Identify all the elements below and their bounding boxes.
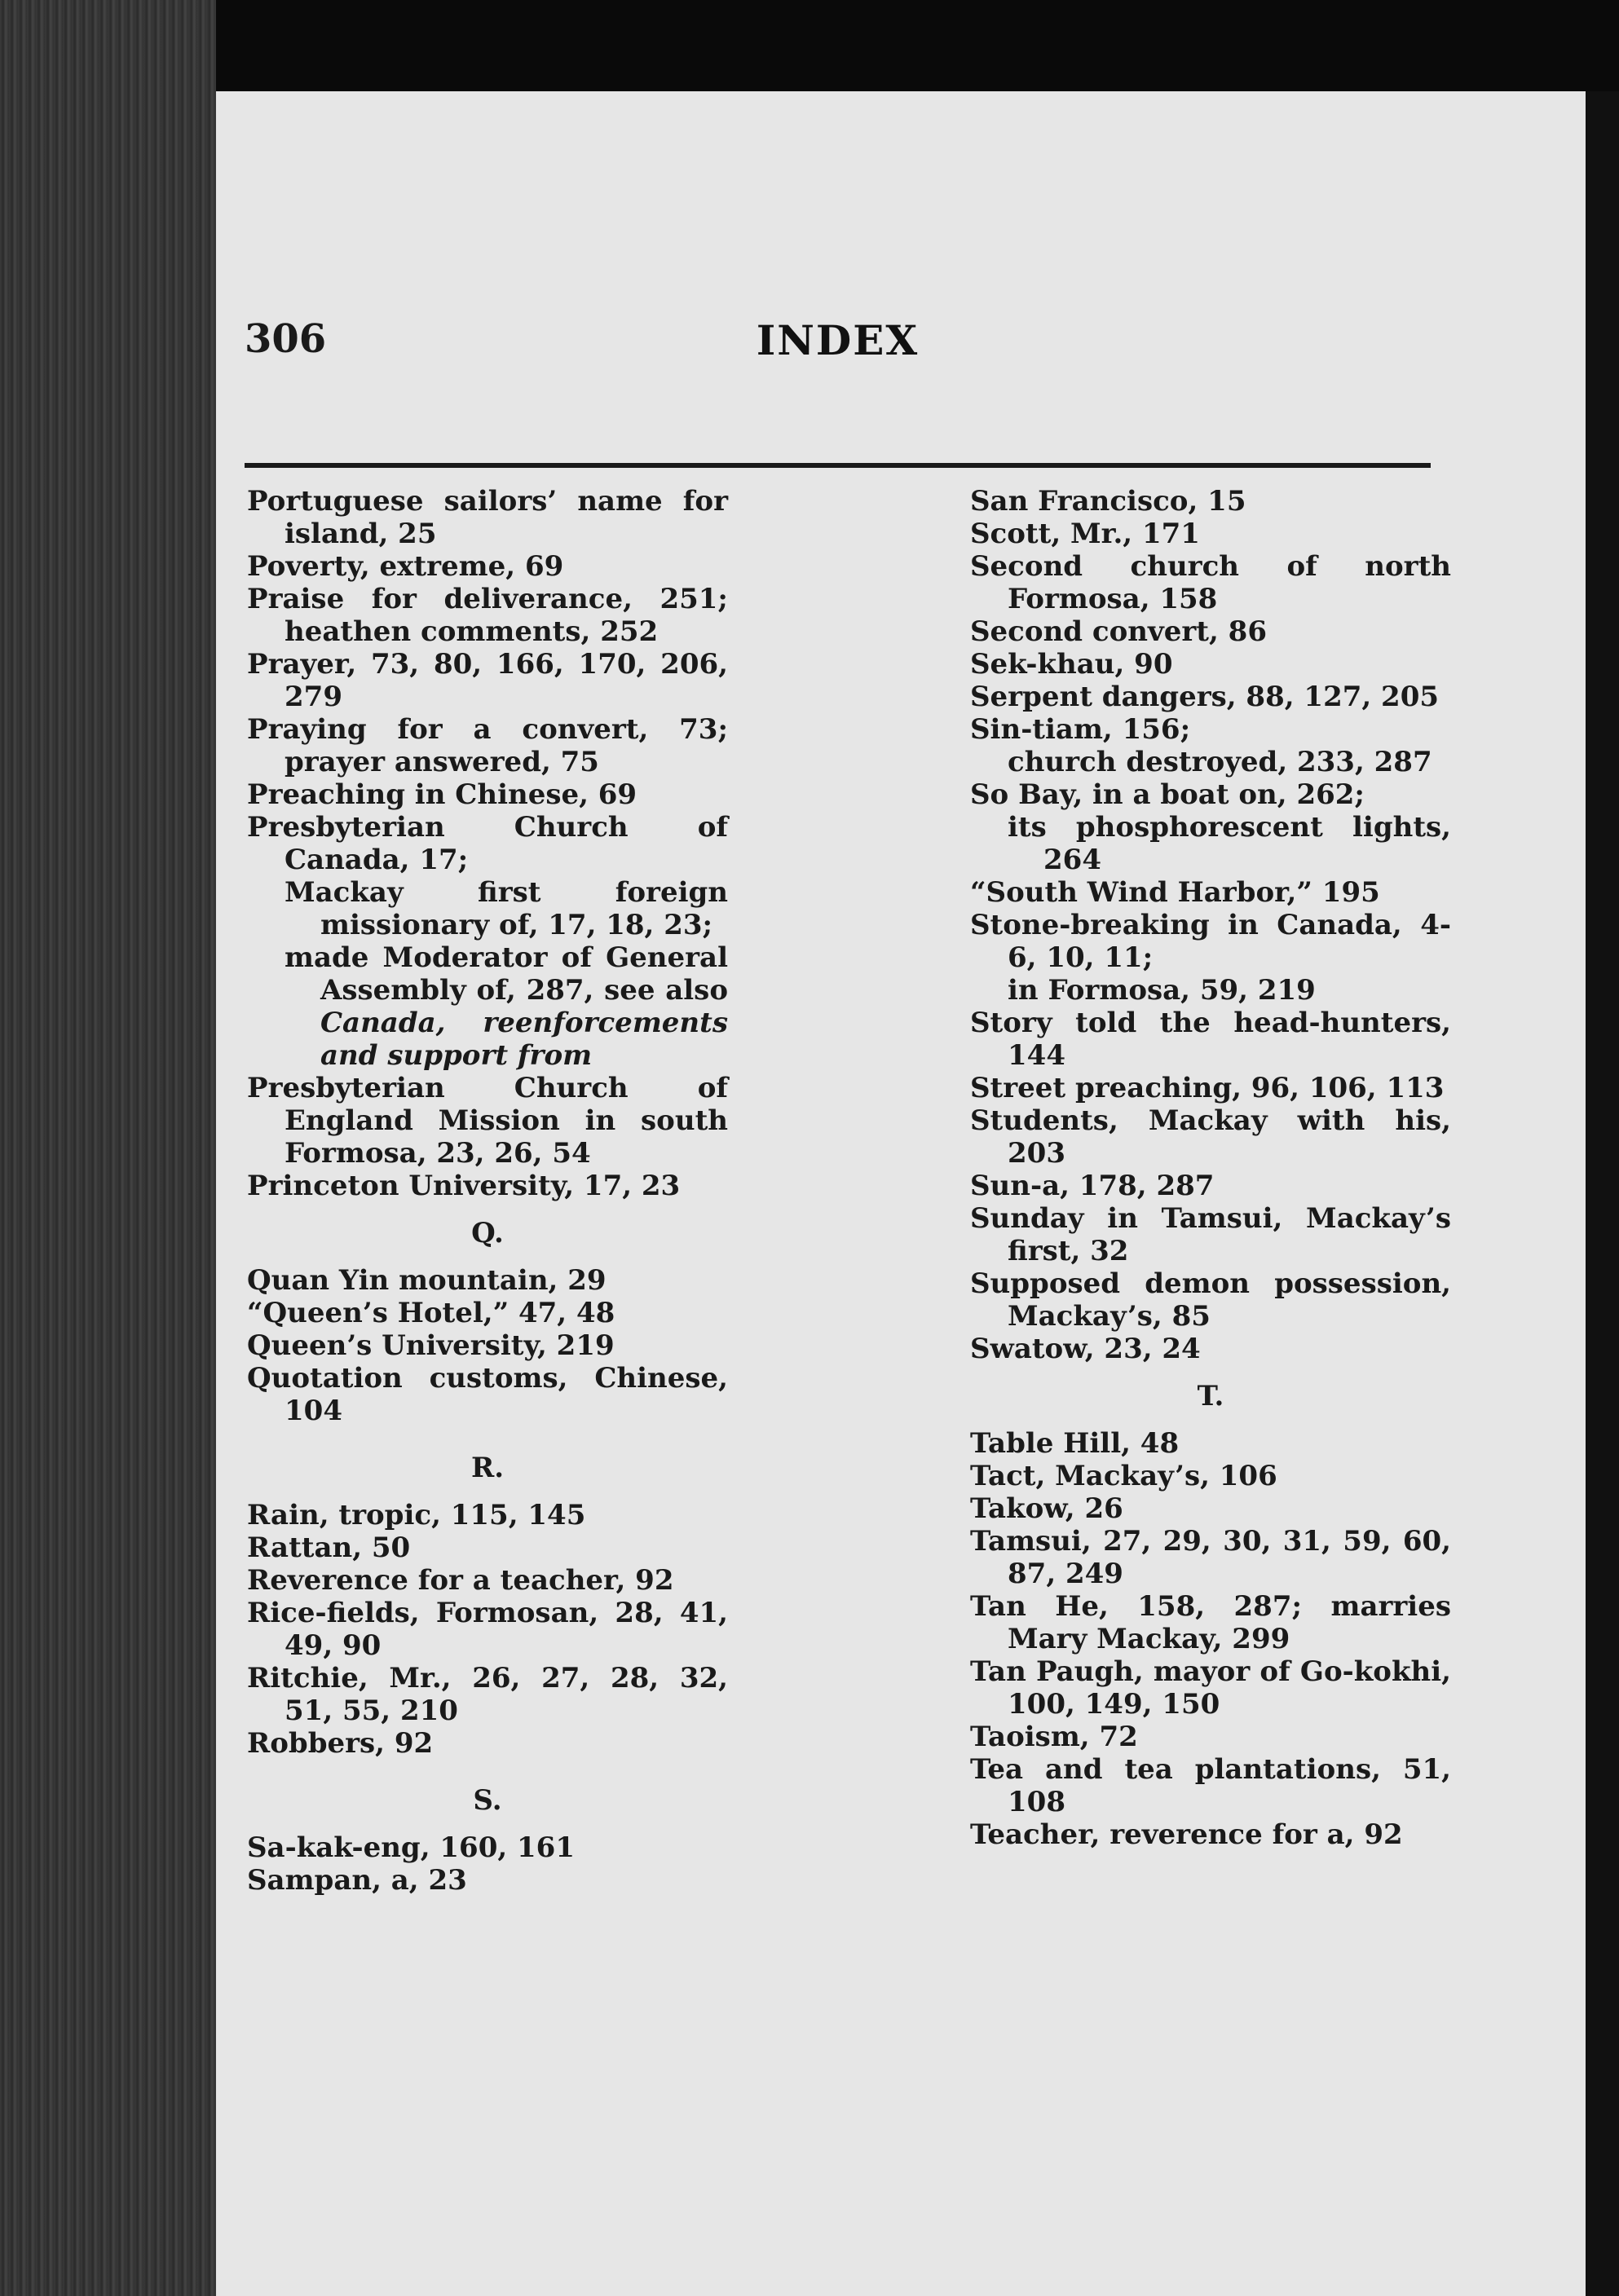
- index-column-right: [970, 485, 1451, 1851]
- index-entry-text: Tamsui, 27, 29, 30, 31, 59, 60, 87, 249: [970, 1525, 1451, 1590]
- index-cross-reference: Canada, reenforcements and support from: [320, 1007, 728, 1072]
- index-entry-text: Tea and tea plantations, 51, 108: [970, 1753, 1451, 1818]
- index-entry-text: Students, Mackay with his, 203: [970, 1104, 1451, 1170]
- index-entry-text: “South Wind Harbor,” 195: [970, 876, 1380, 909]
- index-entry-text: Poverty, extreme, 69: [247, 550, 564, 583]
- index-entry: [247, 1297, 728, 1329]
- index-entry: [247, 1597, 728, 1662]
- index-entry-text: San Francisco, 15: [970, 485, 1246, 518]
- index-entry-text: Stone-breaking in Canada, 4-6, 10, 11;: [970, 909, 1451, 974]
- index-entry-text: Serpent dangers, 88, 127, 205: [970, 681, 1440, 713]
- index-entry-text: Princeton University, 17, 23: [247, 1170, 681, 1202]
- index-entry: [247, 1264, 728, 1297]
- index-entry: [970, 1655, 1451, 1721]
- section-letter: S.: [473, 1784, 502, 1817]
- index-entry: [247, 485, 728, 550]
- index-entry: [247, 1072, 728, 1170]
- index-entry: [970, 1333, 1451, 1365]
- index-entry-text: Queen’s University, 219: [247, 1329, 615, 1362]
- index-entry: [247, 1170, 728, 1202]
- index-entry: [970, 1818, 1451, 1851]
- index-entry-text: Sek-khau, 90: [970, 648, 1173, 681]
- index-subentry: [247, 876, 728, 941]
- index-entry-text: Story told the head-hunters, 144: [970, 1007, 1451, 1072]
- index-entry: [970, 648, 1451, 681]
- index-entry-text: Second convert, 86: [970, 615, 1267, 648]
- index-entry: [970, 1753, 1451, 1818]
- running-title: INDEX: [756, 316, 920, 364]
- index-subentry: [970, 746, 1451, 778]
- index-entry-text: Sa-kak-eng, 160, 161: [247, 1831, 575, 1864]
- index-entry-text: Prayer, 73, 80, 166, 170, 206, 279: [247, 648, 728, 713]
- index-entry-text: Second church of north Formosa, 158: [970, 550, 1451, 615]
- index-entry-text: Reverence for a teacher, 92: [247, 1564, 674, 1597]
- index-entry-text: “Queen’s Hotel,” 47, 48: [247, 1297, 615, 1329]
- index-entry-text: Tan Paugh, mayor of Go-kokhi, 100, 149, 150: [970, 1655, 1451, 1721]
- index-entry-text: church destroyed, 233, 287: [1008, 746, 1432, 778]
- index-entry: [247, 1864, 728, 1897]
- index-entry-text: Rain, tropic, 115, 145: [247, 1499, 586, 1531]
- index-entry-text: Swatow, 23, 24: [970, 1333, 1201, 1365]
- index-entry-text: Rattan, 50: [247, 1531, 411, 1564]
- index-subentry: [247, 941, 728, 1072]
- scan-top-border: [0, 0, 1619, 91]
- scan-right-border: [1586, 91, 1619, 2296]
- index-entry: [970, 1170, 1451, 1202]
- index-entry: [970, 1267, 1451, 1333]
- index-entry: [970, 909, 1451, 974]
- section-letter: Q.: [471, 1217, 504, 1249]
- index-entry-text: Sunday in Tamsui, Mackay’s first, 32: [970, 1202, 1451, 1267]
- index-entry-text: Sampan, a, 23: [247, 1864, 467, 1897]
- section-letter: T.: [1197, 1380, 1224, 1412]
- index-entry-text: Tact, Mackay’s, 106: [970, 1460, 1277, 1492]
- index-entry-text: Supposed demon possession, Mackay’s, 85: [970, 1267, 1451, 1333]
- index-entry-text: Preaching in Chinese, 69: [247, 778, 637, 811]
- index-entry: [970, 1721, 1451, 1753]
- index-entry: [970, 681, 1451, 713]
- index-entry: [970, 713, 1451, 746]
- index-entry-text: its phosphorescent lights, 264: [1008, 811, 1451, 876]
- index-entry: [970, 1202, 1451, 1267]
- index-entry: [247, 1831, 728, 1864]
- index-entry: [247, 1531, 728, 1564]
- index-entry-text: Mackay first foreign missionary of, 17, 18, 23;: [285, 876, 728, 941]
- index-entry: [970, 1525, 1451, 1590]
- index-entry-text: Rice-fields, Formosan, 28, 41, 49, 90: [247, 1597, 728, 1662]
- index-entry: [970, 1460, 1451, 1492]
- index-entry: [247, 811, 728, 876]
- index-entry: [970, 550, 1451, 615]
- index-entry: [970, 778, 1451, 811]
- index-entry: [970, 1427, 1451, 1460]
- index-entry-text: Portuguese sailors’ name for island, 25: [247, 485, 728, 550]
- index-entry-text: Tan He, 158, 287; marries Mary Mackay, 299: [970, 1590, 1451, 1655]
- index-entry: [247, 713, 728, 778]
- index-entry-text: Sun-a, 178, 287: [970, 1170, 1215, 1202]
- index-entry: [247, 1362, 728, 1427]
- index-entry-text: Taoism, 72: [970, 1721, 1138, 1753]
- index-entry: [247, 1727, 728, 1760]
- index-entry-text: Ritchie, Mr., 26, 27, 28, 32, 51, 55, 210: [247, 1662, 728, 1727]
- index-entry: [247, 1329, 728, 1362]
- index-entry-text: Quotation customs, Chinese, 104: [247, 1362, 728, 1427]
- index-entry-text: Quan Yin mountain, 29: [247, 1264, 607, 1297]
- page-header: [245, 316, 1431, 390]
- index-entry-text: So Bay, in a boat on, 262;: [970, 778, 1365, 811]
- index-entry-text: Robbers, 92: [247, 1727, 434, 1760]
- index-entry: [247, 648, 728, 713]
- index-entry: [970, 485, 1451, 518]
- index-entry-text: Table Hill, 48: [970, 1427, 1180, 1460]
- index-entry: [970, 876, 1451, 909]
- index-entry-text: Praying for a convert, 73; prayer answered, 75: [247, 713, 728, 778]
- index-entry-text: Teacher, reverence for a, 92: [970, 1818, 1403, 1851]
- book-spine-edge: [0, 0, 216, 2296]
- index-entry-text: Street preaching, 96, 106, 113: [970, 1072, 1445, 1104]
- index-entry-text: Presbyterian Church of Canada, 17;: [247, 811, 728, 876]
- index-column-left: [247, 485, 728, 1897]
- index-entry: [247, 550, 728, 583]
- index-entry-text: Scott, Mr., 171: [970, 518, 1200, 550]
- index-entry: [970, 518, 1451, 550]
- index-entry: [247, 778, 728, 811]
- index-entry: [970, 1007, 1451, 1072]
- index-entry: [247, 1662, 728, 1727]
- section-letter: R.: [470, 1452, 505, 1484]
- index-subentry: [970, 811, 1451, 876]
- index-entry-text: made Moderator of General Assembly of, 287, see also: [285, 941, 728, 1007]
- index-entry: [970, 1492, 1451, 1525]
- index-entry: [247, 583, 728, 648]
- index-entry: [247, 1564, 728, 1597]
- index-entry-text: Praise for deliverance, 251; heathen comments, 252: [247, 583, 728, 648]
- page-number: 306: [245, 316, 327, 362]
- index-entry-text: in Formosa, 59, 219: [1008, 974, 1316, 1007]
- index-entry: [970, 1072, 1451, 1104]
- index-entry-text: Takow, 26: [970, 1492, 1123, 1525]
- index-entry-text: Presbyterian Church of England Mission in south Formosa, 23, 26, 54: [247, 1072, 728, 1170]
- index-subentry: [970, 974, 1451, 1007]
- index-entry: [247, 1499, 728, 1531]
- index-entry: [970, 615, 1451, 648]
- header-rule: [245, 463, 1431, 468]
- index-entry: [970, 1590, 1451, 1655]
- index-entry-text: Sin-tiam, 156;: [970, 713, 1191, 746]
- index-entry: [970, 1104, 1451, 1170]
